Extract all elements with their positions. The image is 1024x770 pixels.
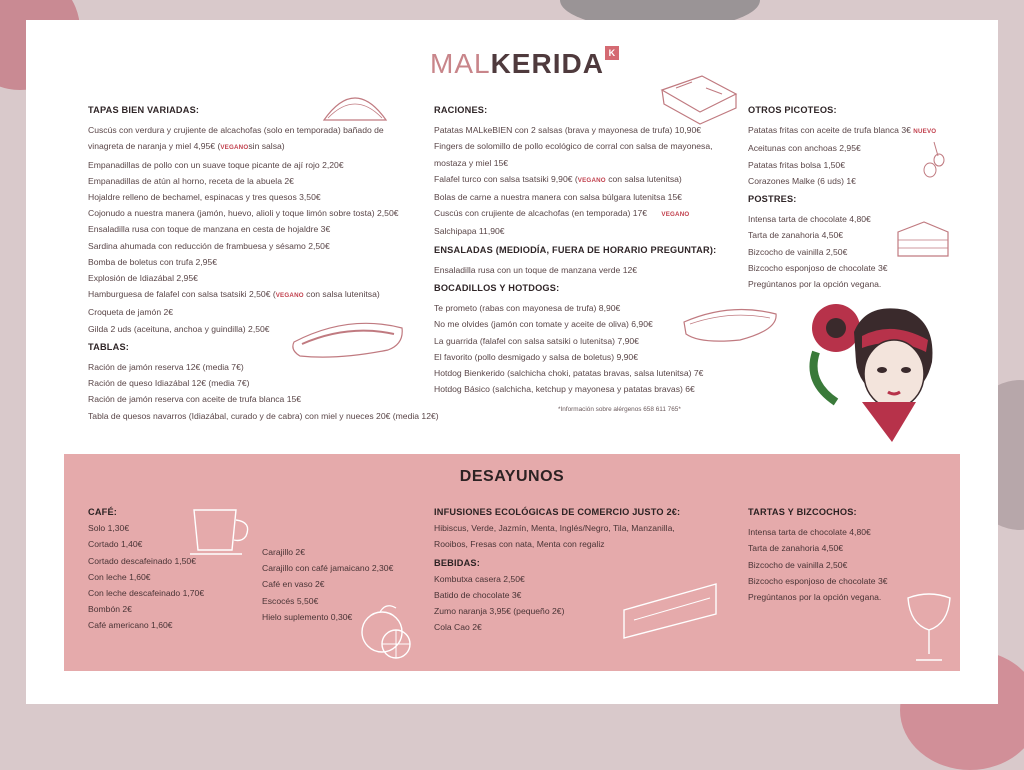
bebidas-title: BEBIDAS: (434, 557, 481, 568)
tapas-section (88, 102, 439, 424)
new-tag: NUEVO (913, 128, 937, 136)
menu-item: Salchipapa 11,90€ (434, 226, 505, 237)
menu-item: Pregúntanos por la opción vegana. (748, 592, 882, 603)
menu-item: Ensaladilla rusa con un toque de manzana verde 12€ (434, 264, 638, 275)
brand-kerida: KERIDA (490, 48, 604, 79)
menu-item: Hielo suplemento 0,30€ (262, 611, 353, 622)
menu-item: Hibiscus, Verde, Jazmín, Menta, Inglés/Negro, Tila, Manzanilla, (434, 523, 675, 534)
desayunos-band (64, 454, 960, 671)
menu-item: Gilda 2 uds (aceituna, anchoa y guindilla) 2,50€ (88, 323, 270, 334)
sandwich-illustration (680, 300, 780, 344)
menu-item: Zumo naranja 3,95€ (pequeño 2€) (434, 606, 565, 617)
bocadillos-title: BOCADILLOS Y HOTDOGS: (434, 283, 560, 294)
menu-item: El favorito (pollo desmigado y salsa de boletus) 9,90€ (434, 351, 638, 362)
allergen-note: *Información sobre alérgenos 658 611 765* (558, 406, 681, 413)
raciones-title: RACIONES: (434, 105, 488, 115)
olives-illustration (920, 138, 950, 180)
menu-item: Aceitunas con anchoas 2,95€ (748, 143, 861, 154)
menu-item: vinagreta de naranja y miel 4,95€ (VEGANOsin salsa) (88, 141, 285, 152)
menu-item: Cola Cao 2€ (434, 622, 482, 633)
raciones-section (434, 102, 716, 397)
menu-item: Carajillo con café jamaicano 2,30€ (262, 563, 394, 574)
menu-item: La guarrida (falafel con salsa satsiki o lutenitsa) 7,90€ (434, 335, 639, 346)
tapas-title: TAPAS BIEN VARIADAS: (88, 105, 200, 115)
menu-item: Hojaldre relleno de bechamel, espinacas y tres quesos 3,50€ (88, 192, 321, 203)
coffee-cup-illustration (190, 506, 256, 558)
menu-item: Intensa tarta de chocolate 4,80€ (748, 214, 871, 225)
menu-item: Bizcocho esponjoso de chocolate 3€ (748, 262, 888, 273)
menu-item: Tabla de quesos navarros (Idiazábal, curado y de cabra) con miel y nueces 20€ (media 12€) (88, 410, 439, 421)
menu-item: No me olvides (jamón con tomate y aceite de oliva) 6,90€ (434, 319, 653, 330)
menu-item: Rooibos, Fresas con nata, Menta con regaliz (434, 539, 605, 550)
tartas-section (748, 504, 888, 605)
vegan-tag: VEGANO (220, 144, 249, 152)
tartas-title: TARTAS Y BIZCOCHOS: (748, 507, 857, 517)
menu-item: Bombón 2€ (88, 604, 132, 615)
vegan-tag: VEGANO (661, 211, 690, 219)
menu-item: Falafel turco con salsa tsatsiki 9,90€ (VEGANO con salsa lutenitsa) (434, 173, 682, 184)
otros-title: OTROS PICOTEOS: (748, 105, 837, 115)
cake-slice-illustration (894, 218, 952, 262)
menu-item: Con leche descafeinado 1,70€ (88, 588, 205, 599)
cafe-title: CAFÉ: (88, 507, 118, 517)
menu-item: Empanadillas de atún al horno, receta de la abuela 2€ (88, 175, 294, 186)
vegan-tag: VEGANO (577, 176, 606, 184)
heart-k-icon: K (605, 46, 619, 60)
menu-item: Cortado 1,40€ (88, 539, 143, 550)
menu-item: Bolas de carne a nuestra manera con salsa búlgara lutenitsa 15€ (434, 192, 682, 203)
menu-item: Pregúntanos por la opción vegana. (748, 279, 882, 290)
menu-item: Cuscús con crujiente de alcachofas (en temporada) 17€ VEGANO (434, 208, 690, 219)
menu-item: Empanadillas de pollo con un suave toque picante de ají rojo 2,20€ (88, 159, 344, 170)
cafe-section (88, 504, 204, 634)
menu-item: Con leche 1,60€ (88, 571, 151, 582)
menu-item: Intensa tarta de chocolate 4,80€ (748, 527, 871, 538)
menu-item: Tarta de zanahoria 4,50€ (748, 230, 844, 241)
menu-item: Te prometo (rabas con mayonesa de trufa) 8,90€ (434, 303, 621, 314)
tablas-title: TABLAS: (88, 341, 130, 352)
postres-title: POSTRES: (748, 194, 797, 205)
cheesecake-illustration (620, 580, 720, 644)
menu-item: Carajillo 2€ (262, 547, 305, 557)
menu-item: Corazones Malke (6 uds) 1€ (748, 175, 856, 186)
menu-item: Ración de jamón reserva 12€ (media 7€) (88, 362, 244, 373)
menu-item: Patatas fritas bolsa 1,50€ (748, 159, 845, 170)
menu-item: Bizcocho esponjoso de chocolate 3€ (748, 575, 888, 586)
menu-item: Hamburguesa de falafel con salsa tsatsiki 2,50€ (VEGANO con salsa lutenitsa) (88, 289, 380, 300)
menu-sheet (26, 20, 998, 704)
menu-item: Escocés 5,50€ (262, 595, 319, 606)
infusiones-title: INFUSIONES ECOLÓGICAS DE COMERCIO JUSTO 2€: (434, 507, 681, 517)
menu-item: Kombutxa casera 2,50€ (434, 573, 525, 584)
menu-item: Ración de queso Idiazábal 12€ (media 7€) (88, 378, 250, 389)
basket-illustration (656, 68, 742, 128)
tattoo-woman-illustration (796, 292, 952, 462)
menu-item: Hotdog Básico (salchicha, ketchup y mayonesa y patatas bravas) 6€ (434, 384, 695, 395)
menu-item: Sardina ahumada con reducción de frambuesa y sésamo 2,50€ (88, 240, 330, 251)
menu-item: Fingers de solomillo de pollo ecológico de corral con salsa de mayonesa, (434, 141, 713, 152)
menu-item: Croqueta de jamón 2€ (88, 307, 174, 318)
menu-item: Bizcocho de vainilla 2,50€ (748, 246, 848, 257)
brand-logo (430, 44, 619, 84)
menu-item: Ración de jamón reserva con aceite de trufa blanca 15€ (88, 394, 302, 405)
menu-item: Hotdog Bienkerido (salchicha choki, patatas bravas, salsa lutenitsa) 7€ (434, 368, 704, 379)
menu-item: Explosión de Idiazábal 2,95€ (88, 273, 198, 284)
empanada-illustration (320, 82, 390, 126)
desayunos-title: DESAYUNOS (459, 468, 565, 485)
menu-item: Cojonudo a nuestra manera (jamón, huevo, alioli y toque limón sobre tosta) 2,50€ (88, 208, 399, 219)
menu-item: Ensaladilla rusa con toque de manzana en cesta de hojaldre 3€ (88, 224, 331, 235)
orange-illustration (356, 602, 418, 662)
menu-item: Café en vaso 2€ (262, 579, 325, 590)
menu-item: Bomba de boletus con trufa 2,95€ (88, 256, 217, 267)
menu-item: Solo 1,30€ (88, 523, 130, 534)
menu-item: Patatas fritas con aceite de trufa blanca 3€ NUEVO (748, 125, 937, 136)
menu-item: Tarta de zanahoria 4,50€ (748, 543, 844, 554)
menu-item: Cuscús con verdura y crujiente de alcachofas (solo en temporada) bañado de (88, 125, 384, 136)
menu-item: Cortado descafeinado 1,50€ (88, 555, 196, 566)
otros-section (748, 102, 936, 292)
ensaladas-title: ENSALADAS (MEDIODÍA, FUERA DE HORARIO PREGUNTAR): (434, 244, 717, 255)
glass-dessert-illustration (904, 590, 954, 668)
menu-item: Bizcocho de vainilla 2,50€ (748, 559, 848, 570)
menu-item: Café americano 1,60€ (88, 620, 173, 631)
hotdog-illustration (288, 310, 408, 362)
menu-item: Batido de chocolate 3€ (434, 590, 522, 601)
vegan-tag: VEGANO (275, 292, 304, 300)
menu-item: mostaza y miel 15€ (434, 157, 509, 168)
menu-item: Patatas MALkeBIEN con 2 salsas (brava y mayonesa de trufa) 10,90€ (434, 125, 702, 136)
brand-mal: MAL (430, 48, 491, 79)
